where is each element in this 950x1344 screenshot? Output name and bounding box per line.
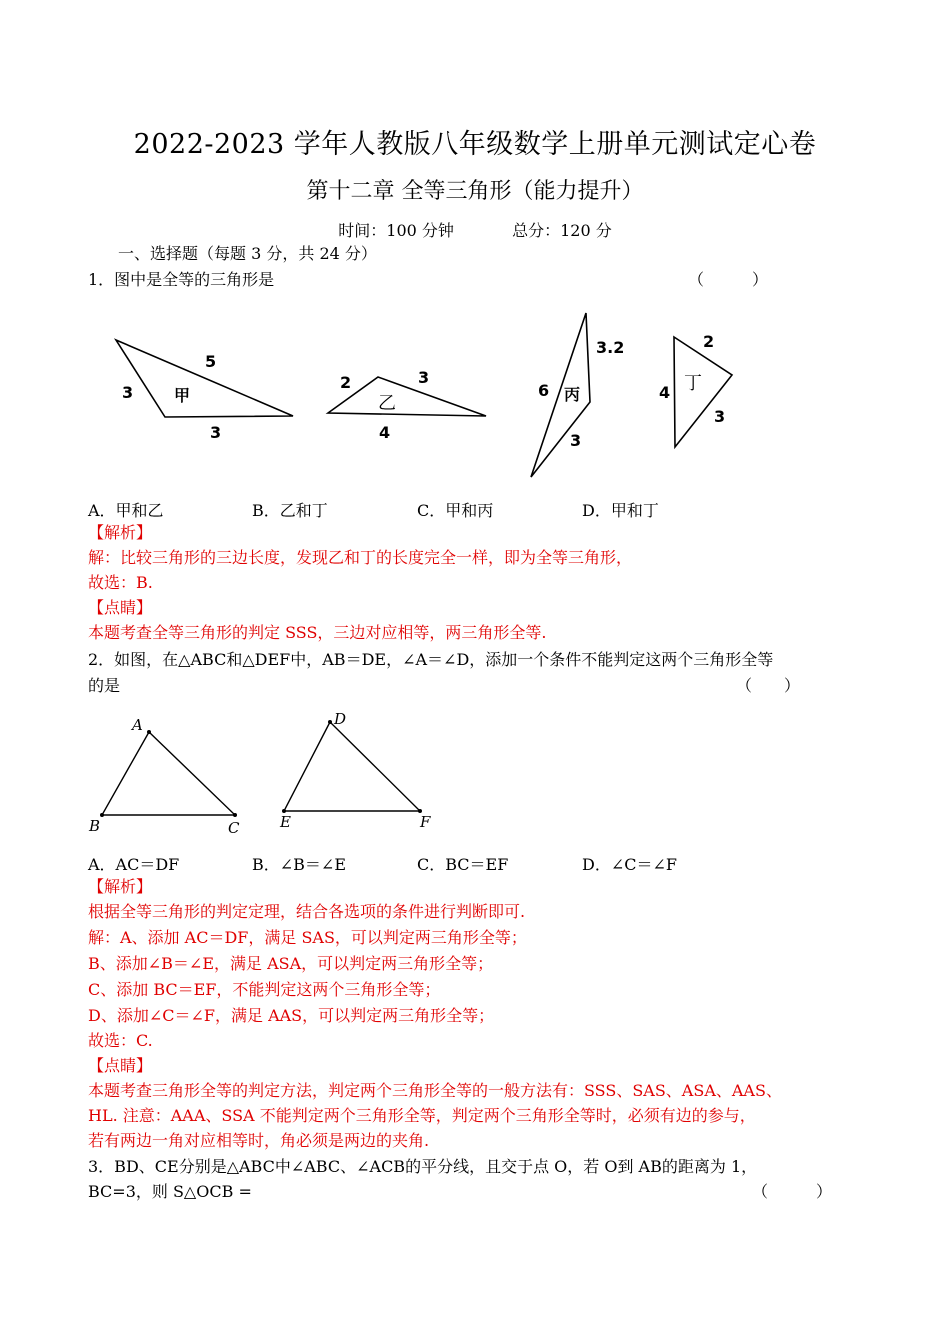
q1-option-b[interactable]: B．乙和丁 (252, 501, 328, 520)
bing-label: 丙 (564, 385, 581, 404)
ding-label: 丁 (684, 373, 702, 394)
q2-stem-line2: 的是 (88, 676, 121, 695)
triangle-abc (88, 716, 240, 836)
q2-analysis-line: D、添加∠C＝∠F，满足 AAS，可以判定两三角形全等； (88, 1006, 495, 1025)
q2-option-a[interactable]: A．AC＝DF (88, 855, 180, 874)
section-heading: 一、选择题（每题 3 分，共 24 分） (118, 244, 377, 263)
q2-answer-paren: （ ） (736, 676, 801, 695)
q2-triangles-figure (80, 706, 460, 836)
q3-answer-paren: （ ） (752, 1182, 833, 1201)
q2-analysis-line: 解：A、添加 AC＝DF，满足 SAS，可以判定两三角形全等； (88, 928, 527, 947)
q1-option-d[interactable]: D．甲和丁 (582, 501, 659, 520)
bing-side-3.2: 3.2 (596, 338, 625, 357)
q2-comment-tag: 【点睛】 (88, 1056, 153, 1075)
q2-analysis-line: 故选：C. (88, 1031, 153, 1050)
jia-side-3-left: 3 (122, 383, 134, 402)
q3-stem-line1: 3．BD、CE分别是△ABC中∠ABC、∠ACB的平分线，且交于点 O，若 O到 AB的距离为 1， (88, 1157, 758, 1176)
q1-analysis-line: 故选：B. (88, 573, 153, 592)
q2-analysis-tag: 【解析】 (88, 877, 153, 896)
triangle-yi (328, 368, 486, 442)
q1-stem: 1．图中是全等的三角形是 (88, 270, 275, 289)
yi-side-4: 4 (379, 423, 391, 442)
ding-side-2: 2 (703, 332, 715, 351)
yi-label: 乙 (378, 393, 396, 414)
q1-option-c[interactable]: C．甲和丙 (417, 501, 494, 520)
yi-side-2: 2 (340, 373, 352, 392)
chapter-subtitle: 第十二章 全等三角形（能力提升） (306, 179, 644, 204)
vertex-b: B (89, 817, 101, 835)
score-label: 总分：120 分 (512, 221, 612, 240)
vertex-f: F (420, 813, 431, 831)
bing-side-3: 3 (570, 431, 582, 450)
ding-side-3: 3 (714, 407, 726, 426)
q1-comment: 本题考查全等三角形的判定 SSS，三边对应相等，两三角形全等. (88, 623, 547, 642)
vertex-a: A (132, 716, 143, 734)
vertex-e: E (280, 813, 291, 831)
q2-stem-line1: 2．如图，在△ABC和△DEF中，AB＝DE，∠A＝∠D，添加一个条件不能判定这两个三角形全等 (88, 650, 774, 669)
triangle-def (279, 710, 431, 831)
ding-side-4: 4 (659, 383, 671, 402)
q2-option-c[interactable]: C．BC＝EF (417, 855, 509, 874)
q1-analysis-tag: 【解析】 (88, 523, 153, 542)
q1-option-a[interactable]: A．甲和乙 (88, 501, 164, 520)
triangle-ding (659, 332, 732, 447)
yi-side-3: 3 (418, 368, 430, 387)
triangle-jia (116, 340, 293, 442)
q2-comment-line: HL. 注意：AAA、SSA 不能判定两个三角形全等，判定两个三角形全等时，必须有边的参与， (88, 1106, 756, 1125)
page-title: 2022-2023 学年人教版八年级数学上册单元测试定心卷 (133, 129, 817, 160)
q2-analysis-line: C、添加 BC＝EF，不能判定这两个三角形全等； (88, 980, 441, 999)
q2-option-b[interactable]: B．∠B＝∠E (252, 855, 347, 874)
triangle-bing (531, 313, 624, 477)
exam-info (0, 218, 950, 241)
q2-comment-line: 若有两边一角对应相等时，角必须是两边的夹角. (88, 1131, 430, 1150)
q1-analysis-line: 解：比较三角形的三边长度，发现乙和丁的长度完全一样，即为全等三角形， (88, 548, 633, 567)
bing-side-6: 6 (538, 381, 550, 400)
q2-analysis-line: B、添加∠B＝∠E，满足 ASA，可以判定两三角形全等； (88, 954, 494, 973)
q2-comment-line: 本题考查三角形全等的判定方法，判定两个三角形全等的一般方法有：SSS、SAS、ASA、AAS、 (88, 1081, 782, 1100)
vertex-d: D (334, 710, 347, 728)
q3-stem-line2: BC=3，则 S△OCB = (88, 1182, 252, 1201)
q2-analysis-line: 根据全等三角形的判定定理，结合各选项的条件进行判断即可. (88, 902, 526, 921)
q1-triangles-figure (100, 305, 760, 485)
q2-option-d[interactable]: D．∠C＝∠F (582, 855, 677, 874)
q1-comment-tag: 【点睛】 (88, 598, 153, 617)
jia-side-5: 5 (205, 352, 217, 371)
q1-answer-paren: （ ） (688, 270, 769, 289)
jia-side-3-bottom: 3 (210, 423, 222, 442)
vertex-c: C (228, 819, 240, 836)
jia-label: 甲 (174, 386, 191, 405)
time-label: 时间：100 分钟 (338, 221, 454, 240)
